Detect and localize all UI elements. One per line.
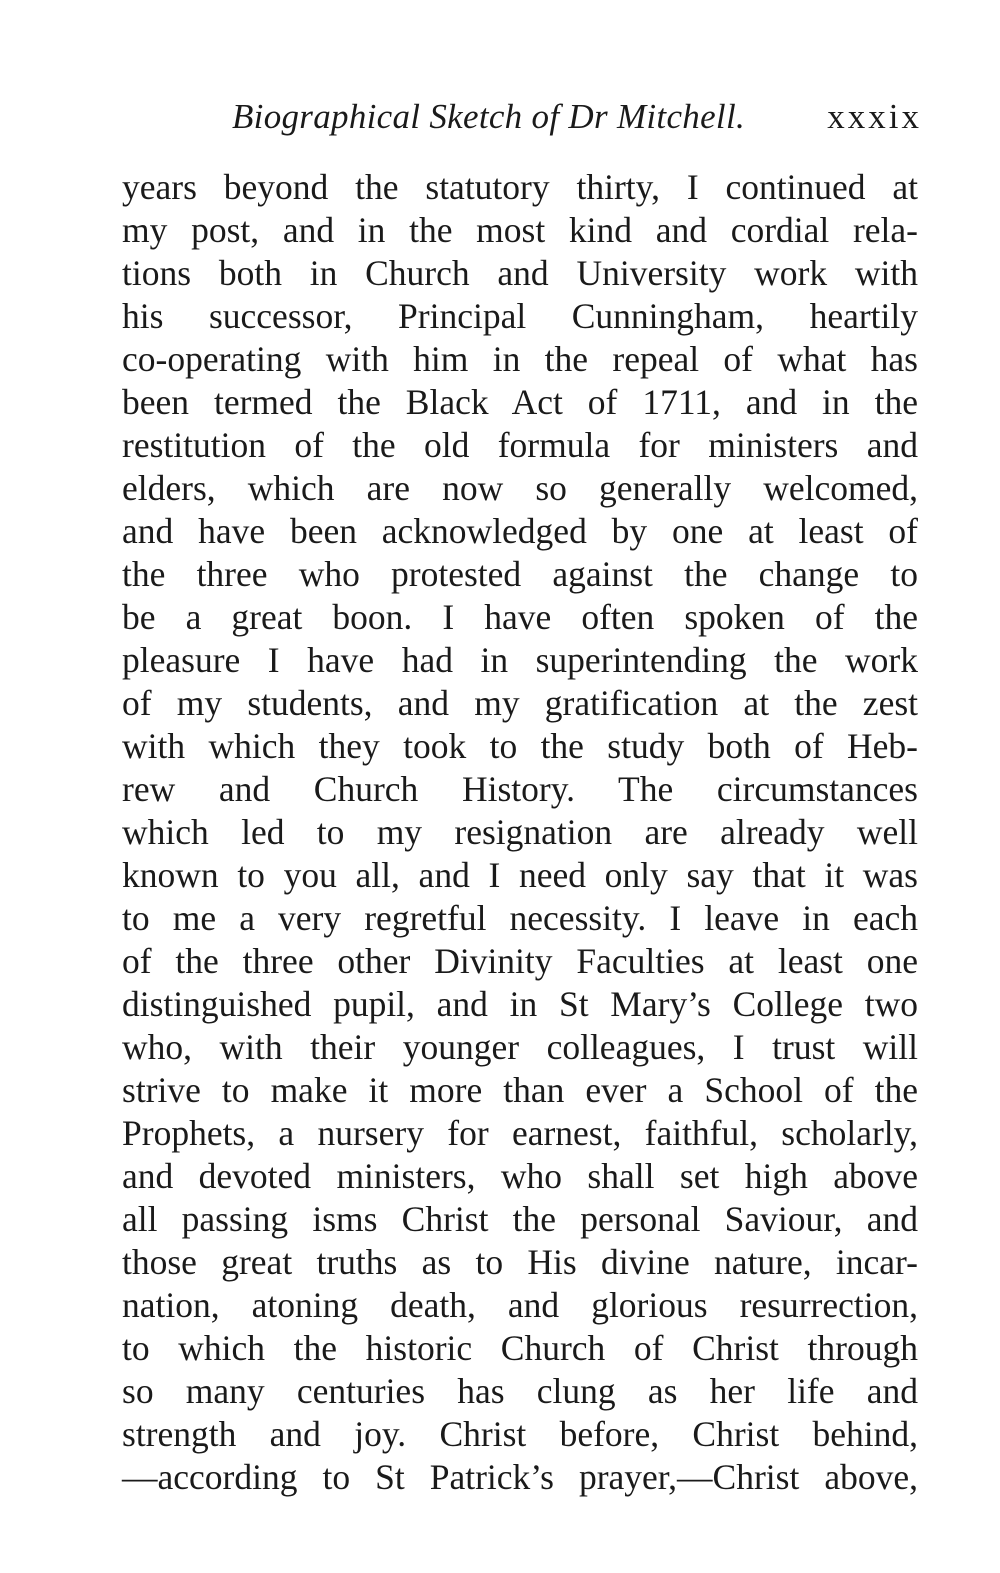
text-line: to which the historic Church of Christ through [122,1328,918,1368]
text-line: rew and Church History. The circumstances [122,769,918,809]
text-line: be a great boon. I have often spoken of the [122,597,918,637]
text-line: years beyond the statutory thirty, I continued at [122,167,918,207]
running-title: Biographical Sketch of Dr Mitchell. [232,97,746,136]
text-line: his successor, Principal Cunningham, heartily [122,296,918,336]
text-line: co-operating with him in the repeal of what has [122,339,918,379]
text-line: restitution of the old formula for ministers and [122,425,918,465]
text-line: so many centuries has clung as her life and [122,1371,918,1411]
text-line: known to you all, and I need only say that it was [122,855,918,895]
text-line: with which they took to the study both of Heb- [122,726,918,766]
text-line: which led to my resignation are already well [122,812,918,852]
running-head [232,92,922,142]
text-line: Prophets, a nursery for earnest, faithful, scholarly, [122,1113,918,1153]
text-line: been termed the Black Act of 1711, and in the [122,382,918,422]
body-text [122,166,918,1499]
text-line: strength and joy. Christ before, Christ behind, [122,1414,918,1454]
text-line: all passing isms Christ the personal Saviour, and [122,1199,918,1239]
text-line: strive to make it more than ever a School of the [122,1070,918,1110]
text-line: to me a very regretful necessity. I leave in each [122,898,918,938]
text-line: elders, which are now so generally welcomed, [122,468,918,508]
text-line: and have been acknowledged by one at least of [122,511,918,551]
text-line: of my students, and my gratification at the zest [122,683,918,723]
text-line: —according to St Patrick’s prayer,—Christ above, [122,1457,918,1497]
text-line: my post, and in the most kind and cordial rela- [122,210,918,250]
text-line: nation, atoning death, and glorious resurrection, [122,1285,918,1325]
text-line: those great truths as to His divine nature, incar- [122,1242,918,1282]
text-line: tions both in Church and University work with [122,253,918,293]
text-line: pleasure I have had in superintending the work [122,640,918,680]
page-number: xxxix [827,97,922,136]
text-line: of the three other Divinity Faculties at least one [122,941,918,981]
text-line: who, with their younger colleagues, I trust will [122,1027,918,1067]
text-line: the three who protested against the change to [122,554,918,594]
text-line: distinguished pupil, and in St Mary’s College two [122,984,918,1024]
text-line: and devoted ministers, who shall set high above [122,1156,918,1196]
